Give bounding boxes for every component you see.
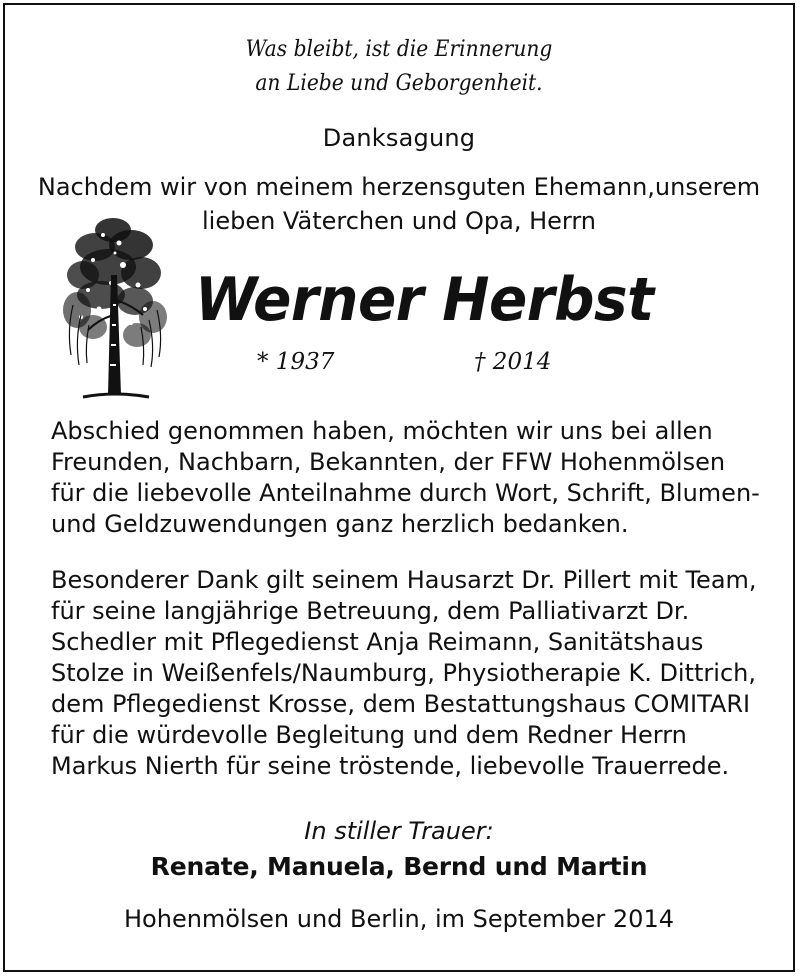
death-year: † 2014 (474, 349, 552, 375)
family-names: Renate, Manuela, Bernd und Martin (150, 852, 648, 881)
deceased-name: Werner Herbst (195, 265, 654, 335)
notice-title: Danksagung (322, 124, 476, 152)
motto-line-1: Was bleibt, ist die Erinnerung (245, 37, 553, 62)
intro-line-1: Nachdem wir von meinem herzensguten Ehemann,unserem (37, 173, 761, 201)
special-thanks-line-7: Markus Nierth für seine tröstende, liebevolle Trauerrede. (51, 752, 730, 780)
motto (37, 33, 762, 101)
birch-tree-icon (53, 205, 178, 405)
obituary-notice (3, 3, 795, 972)
mourning-label: In stiller Trauer: (304, 817, 494, 845)
thanks-paragraph (51, 416, 773, 540)
special-thanks-line-5: dem Pflegedienst Krosse, dem Bestattungshaus COMITARI (51, 690, 751, 718)
motto-line-2: an Liebe und Geborgenheit. (255, 71, 543, 96)
special-thanks-paragraph (51, 565, 773, 782)
special-thanks-line-4: Stolze in Weißenfels/Naumburg, Physiotherapie K. Dittrich, (51, 659, 756, 687)
thanks-line-2: Freunden, Nachbarn, Bekannten, der FFW Hohenmölsen (51, 448, 726, 476)
birth-year: * 1937 (257, 349, 335, 375)
place-and-date: Hohenmölsen und Berlin, im September 2014 (124, 905, 674, 933)
special-thanks-line-3: Schedler mit Pflegedienst Anja Reimann, Sanitätshaus (51, 628, 704, 656)
thanks-line-3: für die liebevolle Anteilnahme durch Wort, Schrift, Blumen- (51, 479, 760, 507)
special-thanks-line-2: für seine langjährige Betreuung, dem Palliativarzt Dr. (51, 597, 690, 625)
thanks-line-4: und Geldzuwendungen ganz herzlich bedanken. (51, 510, 629, 538)
special-thanks-line-1: Besonderer Dank gilt seinem Hausarzt Dr. Pillert mit Team, (51, 566, 757, 594)
thanks-line-1: Abschied genommen haben, möchten wir uns bei allen (51, 417, 713, 445)
special-thanks-line-6: für die würdevolle Begleitung und dem Redner Herrn (51, 721, 687, 749)
intro-line-2: lieben Väterchen und Opa, Herrn (201, 207, 597, 235)
